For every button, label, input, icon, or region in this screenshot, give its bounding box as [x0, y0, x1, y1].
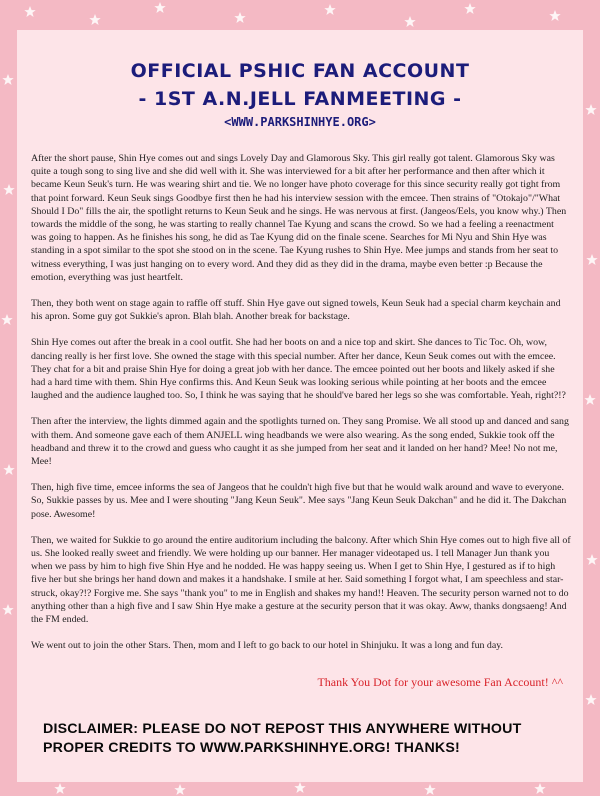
paragraph: Shin Hye comes out after the break in a cool outfit. She had her boots on and a nice top and skirt. She dances to Tic Toc. Oh, wow, dancing really is her first love. She owned the stage with this special number. After her dance, Keun Seuk comes out with the emcee. They chat for a bit and praise Shin Hye for doing a great job with her dance. The emcee pointed out her boots and likely asked if she had a hard time with them. Shin Hye confirms this. And Keun Seuk was looking serious while pointing at her boots and the emcee laughed and the audience laughed too. So, I think he was saying that he should've bared her legs so she was comfortable. Yeah, right?!? [31, 337, 566, 402]
fan-account-card [17, 30, 583, 782]
paragraph: Then, they both went on stage again to raffle off stuff. Shin Hye gave out signed towels, Keun Seuk had a special charm keychain and his apron. Some guy got Sukkie's apron. Blah blah. Another break for backstage. [31, 298, 561, 323]
thanks-note: Thank You Dot for your awesome Fan Account! ^^ [317, 675, 563, 689]
site-url: <WWW.PARKSHINHYE.ORG> [224, 115, 376, 129]
paragraph: After the short pause, Shin Hye comes out and sings Lovely Day and Glamorous Sky. This girl really got talent. Glamorous Sky was quite a tough song to sing live and she did well with it. She was interviewed for a bit after her performance and then after which it became Keun Seuk's turn. He was wearing shirt and tie. We no longer have photo coverage for this since security really got tight from that point forward. Keun Seuk sings Goodbye first then he had his interview session with the emcee. Then strains of "Otokajo"/"What Should I Do" fills the air, the spotlight returns to Keun Seuk and he sings. He was nervous at first. (Jangeos/Eels, you know why.) Then towards the middle of the song, he was starting to really channel Tae Kyung and scans the crowd. So we had a feeling a reenactment was going to happen. As he finishes his song, he did as Tae Kyung did on the finale scene. Searches for Mi Nyu and Shin Hye was standing in a spot similar to the spot she stood on in the scene. Tae Kyung rushes to Shin Hye. Mee jumps and stands from her seat to witness everything, I was just hanging on to every word. And they did as they did in the drama, maybe even better :p Because the emotion, everything was just heartfelt. [31, 153, 567, 283]
paragraph: Then, high five time, emcee informs the sea of Jangeos that he couldn't high five but that he would walk around and wave to everyone. So, Sukkie passes by us. Mee and I were shouting "Jang Keun Seuk". Mee says "Jang Keun Seuk Dakchan" and he did it. The Dakchan pose. Awesome! [31, 482, 567, 520]
paragraph: Then, we waited for Sukkie to go around the entire auditorium including the balcony. After which Shin Hye comes out to high five all of us. She looked really sweet and friendly. We were holding up our banner. Her manager videotaped us. I tell Manager Jun thank you when we pass by him to high five Shin Hye and he nodded. He was happy seeing us. When I get to Shin Hye, I gestured as if to high five her but she brings her hand down and makes it a handshake. I smile at her. Said something I forgot what, I am speechless and star-struck, okay?!? Forgive me. She says "thank you" to me in English and shakes my hand!! Heaven. The security person warned not to do anything other than a high five and I saw Shin Hye make a gesture at the security person that it was okay. Aww, thanks dongsaeng! And the FM ended. [31, 534, 571, 626]
article-body [31, 152, 571, 666]
paragraph: We went out to join the other Stars. Then, mom and I left to go back to our hotel in Shinjuku. It was a long and fun day. [31, 640, 504, 652]
disclaimer: DISCLAIMER: PLEASE DO NOT REPOST THIS ANYWHERE WITHOUT PROPER CREDITS TO WWW.PARKSHINHYE.ORG! THANKS! [43, 721, 522, 756]
header [17, 30, 583, 130]
page-subtitle: - 1ST A.N.JELL FANMEETING - [138, 88, 462, 110]
page-title: OFFICIAL PSHIC FAN ACCOUNT [130, 60, 470, 82]
paragraph: Then after the interview, the lights dimmed again and the spotlights turned on. They sang Promise. We all stood up and danced and sang with them. And someone gave each of them ANJELL wing headbands we were also wearing. As the song ended, Sukkie took off the headband and threw it to the crowd and guess who caught it as she jumped from her seat and it landed on her hand? Mee! No not me, Mee! [31, 416, 569, 468]
